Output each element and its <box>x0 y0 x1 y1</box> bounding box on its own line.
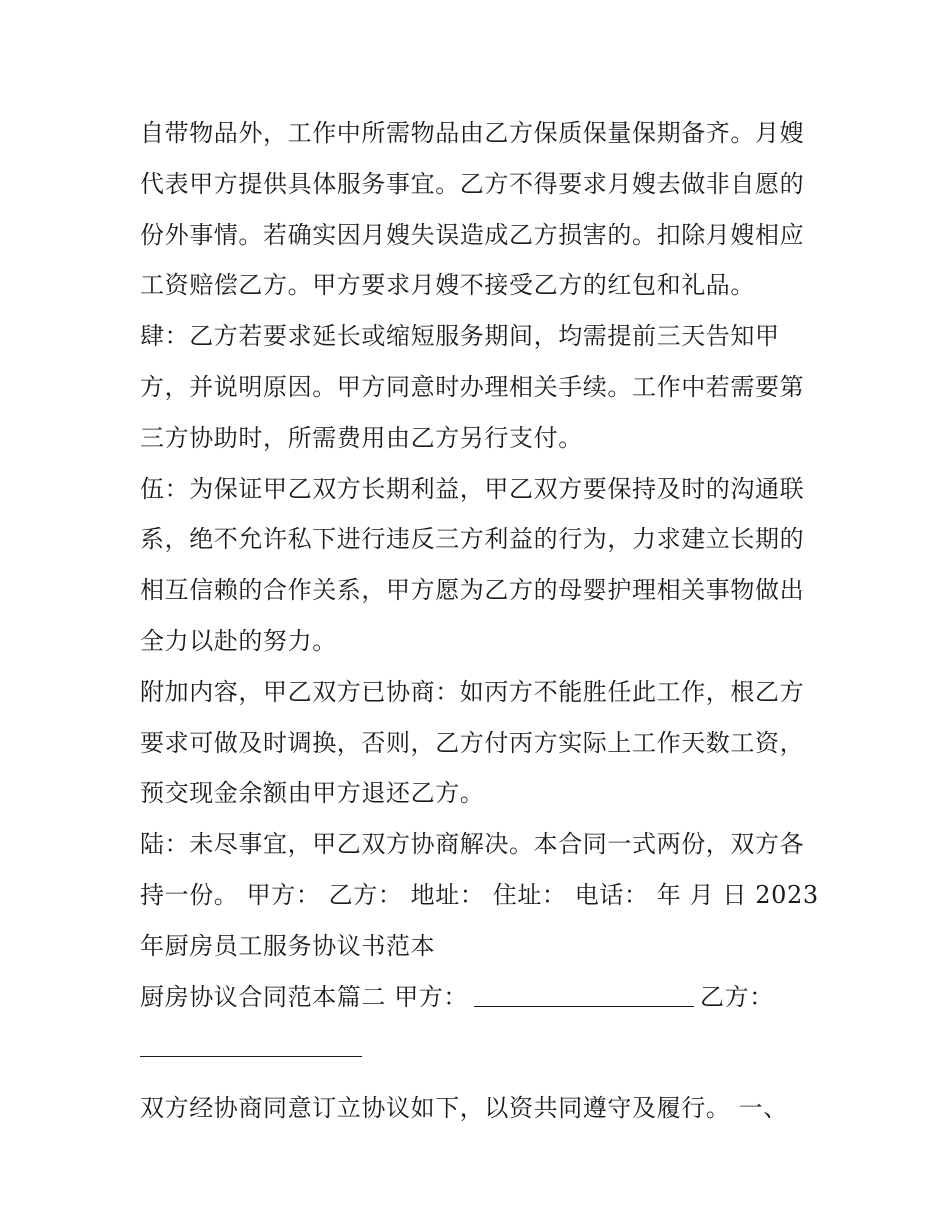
text-line: 年厨房员工服务协议书范本 <box>140 931 436 960</box>
party-b-blank <box>140 1028 362 1057</box>
text-line: 肆：乙方若要求延长或缩短服务期间，均需提前三天告知甲 <box>140 322 780 351</box>
form-line-start: 厨房协议合同范本篇二 甲方： <box>140 982 469 1011</box>
text-line: 持一份。 甲方： 乙方： 地址： 住址： 电话： 年 月 日 2023 <box>140 880 819 909</box>
text-line: 相互信赖的合作关系，甲方愿为乙方的母婴护理相关事物做出 <box>140 576 805 605</box>
text-line: 三方协助时，所需费用由乙方另行支付。 <box>140 423 583 452</box>
text-line: 自带物品外，工作中所需物品由乙方保质保量保期备齐。月嫂 <box>140 119 805 147</box>
form-line-end: 乙方： <box>700 982 774 1011</box>
text-line: 代表甲方提供具体服务事宜。乙方不得要求月嫂去做非自愿的 <box>140 169 805 198</box>
text-line: 工资赔偿乙方。甲方要求月嫂不接受乙方的红包和礼品。 <box>140 271 755 300</box>
party-b-blank-line <box>140 1022 830 1073</box>
text-line: 全力以赴的努力。 <box>140 626 337 655</box>
text-line: 方，并说明原因。甲方同意时办理相关手续。工作中若需要第 <box>140 372 805 401</box>
text-line: 要求可做及时调换，否则，乙方付丙方实际上工作天数工资， <box>140 728 805 757</box>
text-line: 预交现金余额由甲方退还乙方。 <box>140 779 485 808</box>
text-line: 份外事情。若确实因月嫂失误造成乙方损害的。扣除月嫂相应 <box>140 220 805 249</box>
document-body <box>140 108 830 1134</box>
form-line <box>140 972 830 1023</box>
text-line: 系，绝不允许私下进行违反三方利益的行为，力求建立长期的 <box>140 525 805 554</box>
party-a-blank <box>474 978 694 1007</box>
text-line: 附加内容，甲乙双方已协商：如丙方不能胜任此工作，根乙方 <box>140 677 805 706</box>
text-line: 双方经协商同意订立协议如下，以资共同遵守及履行。 一、 <box>140 1094 788 1123</box>
text-line: 伍：为保证甲乙双方长期利益，甲乙双方要保持及时的沟通联 <box>140 474 805 503</box>
text-line: 陆：未尽事宜，甲乙双方协商解决。本合同一式两份，双方各 <box>140 830 805 859</box>
